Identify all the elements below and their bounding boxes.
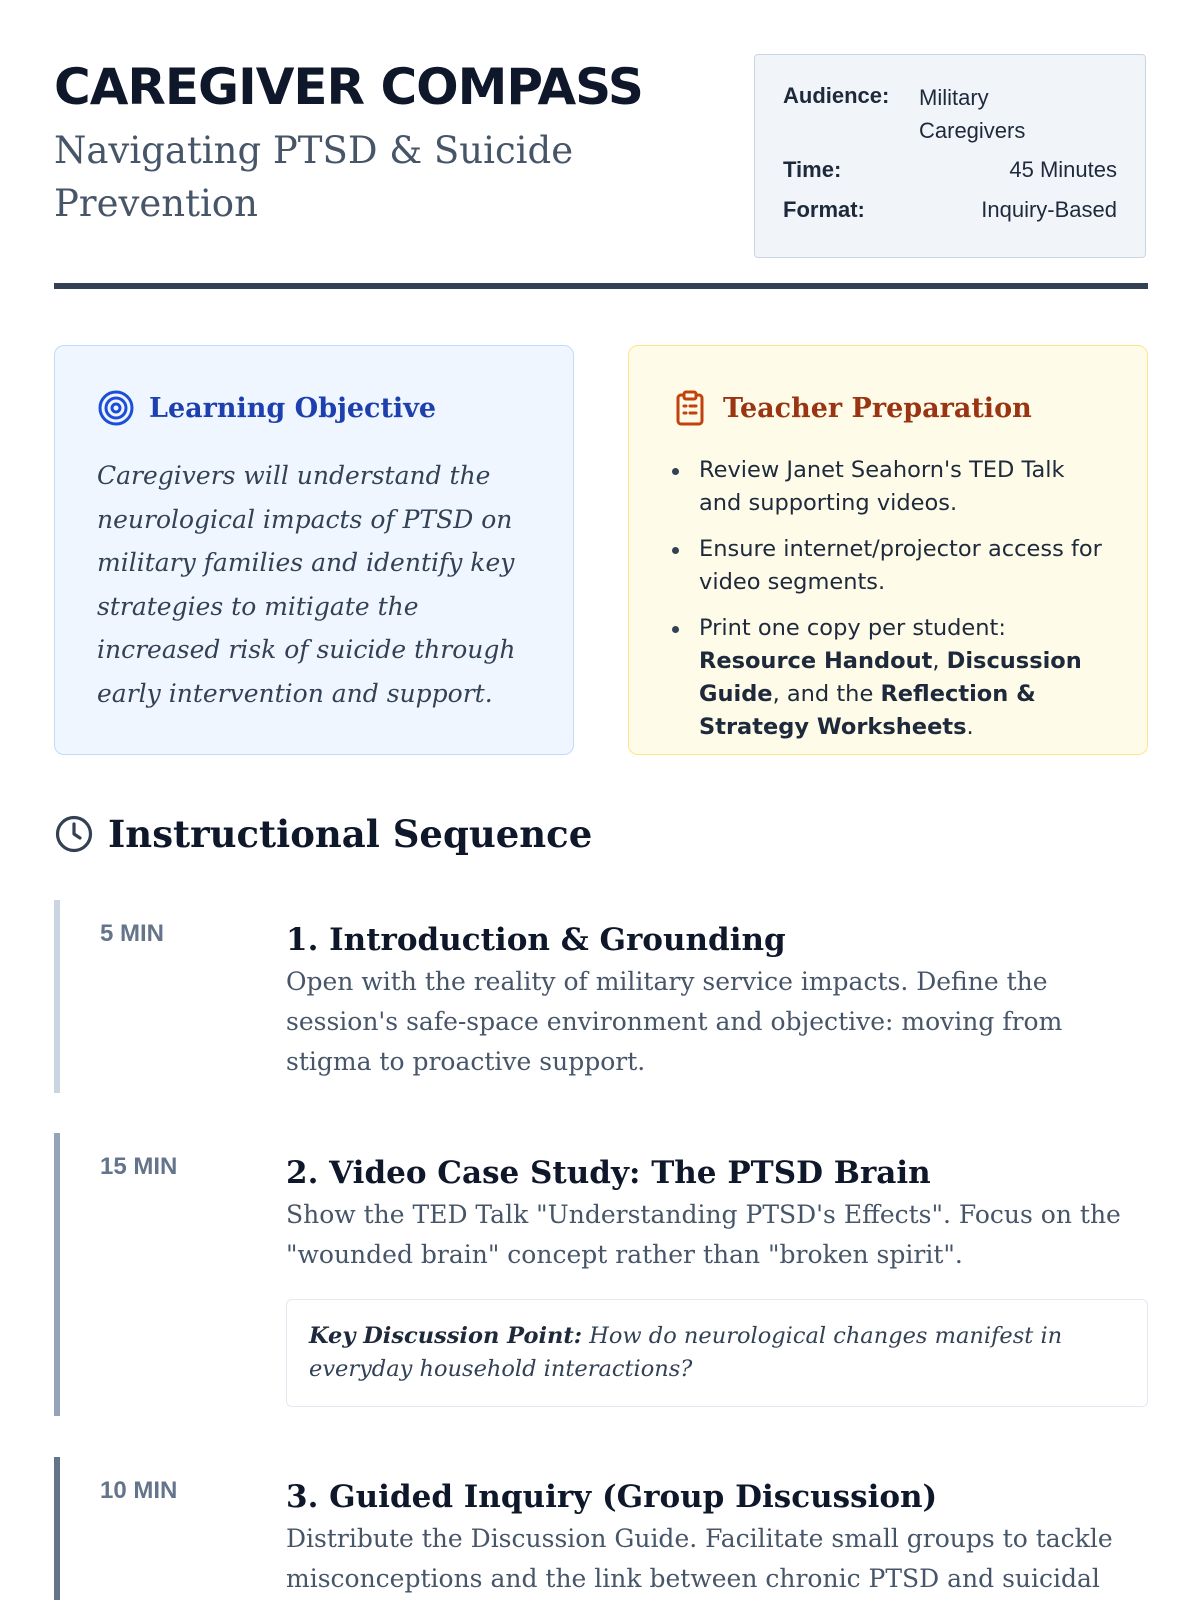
list-item: Review Janet Seahorn's TED Talk and supporting videos. — [671, 454, 1105, 520]
teacher-preparation-card — [628, 345, 1148, 755]
document-header — [54, 54, 1146, 284]
step-duration: 10 MIN — [100, 1477, 178, 1504]
discussion-guide-text: Discussion Guide — [699, 648, 1082, 707]
step-body — [286, 1477, 1148, 1599]
learning-objective-title: Learning Objective — [149, 392, 437, 424]
meta-format-value: Inquiry-Based — [981, 197, 1117, 222]
teacher-preparation-title: Teacher Preparation — [723, 392, 1032, 424]
clipboard-icon — [671, 389, 709, 427]
separator-text: , and the — [772, 681, 881, 707]
meta-audience — [783, 83, 1117, 157]
separator-text: , — [932, 648, 947, 674]
preparation-list — [671, 454, 1105, 744]
meta-time-value: 45 Minutes — [1009, 157, 1117, 182]
page-subtitle: Navigating PTSD & Suicide Prevention — [54, 129, 574, 225]
step-description: Show the TED Talk "Understanding PTSD's Effects". Focus on the "wounded brain" concept rather than "broken spirit". — [286, 1200, 1121, 1269]
step-description: Open with the reality of military service impacts. Define the session's safe-space environment and objective: moving from stigma to proactive support. — [286, 967, 1063, 1076]
step-body — [286, 1153, 1148, 1407]
step-title: 2. Video Case Study: The PTSD Brain — [286, 1155, 931, 1191]
lesson-meta-box — [754, 54, 1146, 258]
callout-label: Key Discussion Point: — [309, 1323, 583, 1349]
period-text: . — [966, 714, 974, 740]
teacher-preparation-header — [671, 388, 1105, 428]
sequence-step-introduction — [54, 900, 1148, 1093]
meta-format — [783, 197, 1117, 237]
meta-format-label: Format: — [783, 197, 865, 222]
sequence-step-video-case-study — [54, 1133, 1148, 1416]
learning-objective-text: Caregivers will understand the neurological impacts of PTSD on military families and identify key strategies to mitigate the increased risk of suicide through early intervention and support. — [97, 461, 516, 708]
step-duration: 15 MIN — [100, 1153, 178, 1180]
step-title: 3. Guided Inquiry (Group Discussion) — [286, 1479, 938, 1515]
step-description: Distribute the Discussion Guide. Facilitate small groups to tackle misconceptions and the link between chronic PTSD and suicidal — [286, 1524, 1113, 1593]
meta-audience-label: Audience: — [783, 83, 890, 108]
target-icon — [97, 389, 135, 427]
sequence-step-guided-inquiry — [54, 1457, 1148, 1600]
list-item: Ensure internet/projector access for video segments. — [671, 533, 1105, 599]
instructional-sequence-header — [54, 812, 592, 856]
resource-handout-text: Resource Handout — [699, 648, 933, 674]
key-discussion-callout — [286, 1299, 1148, 1407]
header-divider — [54, 283, 1148, 289]
meta-audience-value: Military Caregivers — [919, 85, 1026, 143]
step-title: 1. Introduction & Grounding — [286, 922, 786, 958]
step-duration: 5 MIN — [100, 920, 165, 947]
meta-time-label: Time: — [783, 157, 842, 182]
print-prefix-text: Print one copy per student: — [699, 615, 1006, 641]
clock-icon — [54, 814, 94, 854]
list-item — [671, 612, 1105, 744]
page-title: CAREGIVER COMPASS — [54, 58, 643, 116]
callout-text: How do neurological changes manifest in everyday household interactions? — [309, 1323, 1063, 1382]
meta-time — [783, 157, 1117, 197]
instructional-sequence-title: Instructional Sequence — [108, 812, 593, 856]
learning-objective-header — [97, 388, 531, 428]
worksheets-text: Reflection & Strategy Worksheets — [699, 681, 1036, 740]
learning-objective-card — [54, 345, 574, 755]
step-body — [286, 920, 1148, 1082]
